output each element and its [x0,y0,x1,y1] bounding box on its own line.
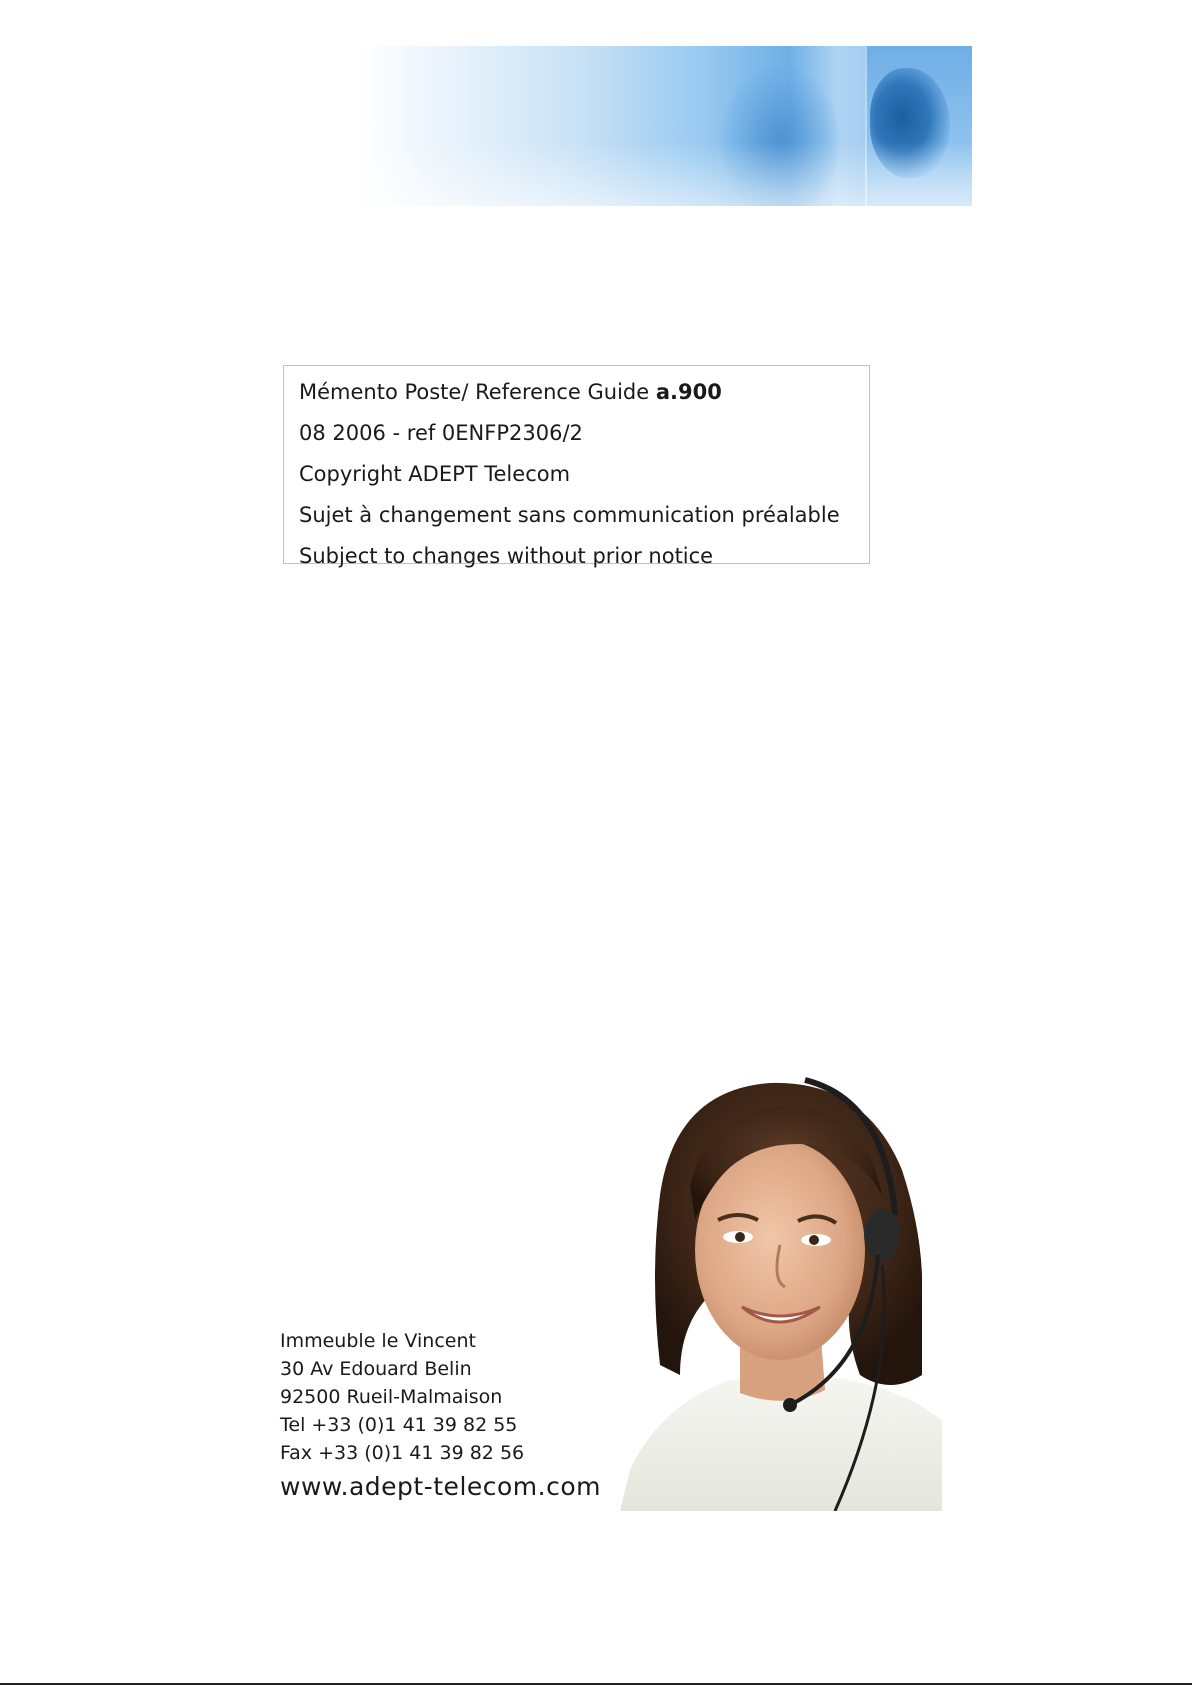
notice-english: Subject to changes without prior notice [299,544,714,568]
website-link[interactable]: www.adept-telecom.com [280,1472,601,1501]
company-address [280,1327,601,1505]
address-street: 30 Av Edouard Belin [280,1358,472,1380]
guide-title-prefix: Mémento Poste/ Reference Guide [299,380,656,404]
date-reference: 08 2006 - ref 0ENFP2306/2 [299,421,583,445]
phone-number: Tel +33 (0)1 41 39 82 55 [280,1414,518,1436]
address-city: 92500 Rueil-Malmaison [280,1386,503,1408]
operator-photo [620,1075,942,1511]
address-building: Immeuble le Vincent [280,1330,476,1352]
fax-number: Fax +33 (0)1 41 39 82 56 [280,1442,525,1464]
notice-french: Sujet à changement sans communication préalable [299,503,840,527]
guide-title [299,372,869,413]
model-name: a.900 [655,380,722,404]
copyright-line: Copyright ADEPT Telecom [299,462,571,486]
header-banner-image [360,46,972,206]
document-info-box [283,365,870,568]
